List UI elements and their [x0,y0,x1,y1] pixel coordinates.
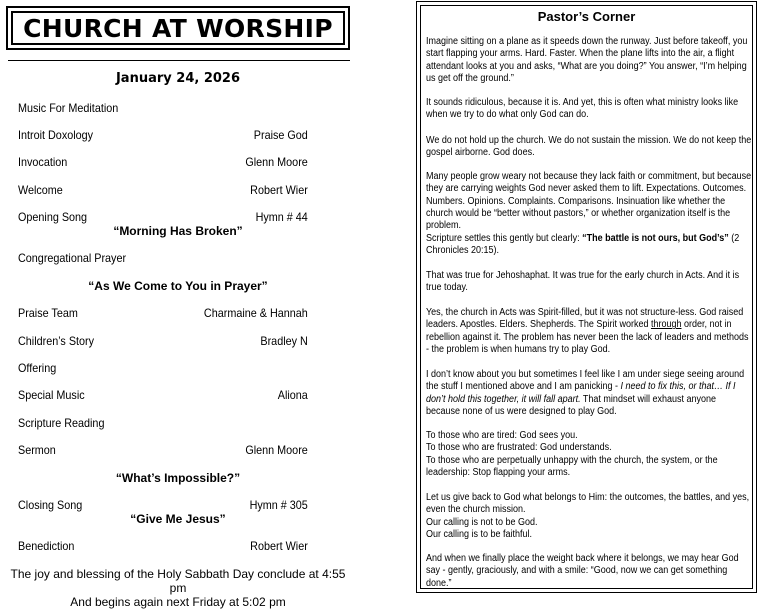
paragraph-line: To those who are tired: God sees you. [426,430,578,441]
program-value: Aliona [277,388,308,402]
service-date: January 24, 2026 [115,71,241,86]
program-value: Bradley N [260,334,308,348]
text-run: Yes, the church in Acts was Spirit-filled, but it was not structure-less. God raised leaders. Apostles. Elders. Shepherds. The Spirit worked [426,307,744,331]
program-value: Robert Wier [250,183,308,197]
program-value: Hymn # 305 [249,498,308,512]
program-item-benediction [18,538,308,554]
program-label: Invocation [18,155,68,169]
text-run: order, not in rebellion against it. The problem has never been the lack of leaders and methods - the problem is when humans try to play God. [426,319,749,355]
closing-song-title: “Give Me Jesus” [130,512,226,526]
footer-line: The joy and blessing of the Holy Sabbath Day conclude at 4:55 pm [10,567,346,595]
paragraph [426,553,752,590]
program-label: Welcome [18,183,63,197]
paragraph-line: Our calling is not to be God. [426,516,538,528]
program-label: Special Music [18,388,85,402]
paragraph-line: Let us give back to God what belongs to Him: the outcomes, the battles, and yes, even the church mission. [426,492,750,516]
program-label: Praise Team [18,306,78,320]
text-run: (2 Chronicles 20:15). [426,233,740,257]
paragraph [426,36,752,85]
paragraph-text: And when we finally place the weight back where it belongs, we may hear God say - gently, graciously, and with a smile: “Good, now we can get something done.” [426,553,739,589]
paragraph-text: That was true for Jehoshaphat. It was true for the early church in Acts. And it is true today. [426,270,740,294]
paragraph-text: Many people grow weary not because they lack faith or commitment, but because they are carrying weights God never asked them to lift. Expectations. Outcomes. Numbers. Opinions. Complaints. Comparisons. Insinuation like whether the church would be “better without pastors,” or whether organization itself is the problem. [426,171,752,232]
program-item-childrens-story [18,333,308,349]
paragraph-text: It sounds ridiculous, because it is. And yet, this is often what ministry looks like when we try to do what only God can do. [426,97,739,121]
paragraph [426,97,752,122]
program-label: Benediction [18,539,75,553]
page-title: CHURCH AT WORSHIP [11,11,345,45]
sermon-title: “What’s Impossible?” [115,471,241,485]
program-label: Offering [18,361,57,375]
program-value: Charmaine & Hannah [203,306,308,320]
program-item-music [18,100,308,116]
program-label: Congregational Prayer [18,251,127,265]
program-value: Robert Wier [250,539,308,553]
paragraph [426,430,752,479]
bold-quote: “The battle is not ours, but God’s” [582,233,729,244]
program-label: Children’s Story [18,334,95,348]
program-label: Closing Song [18,498,83,512]
paragraph [426,369,752,418]
underlined-word: through [650,319,682,331]
program-value: Hymn # 44 [255,210,308,224]
program-item-introit [18,127,308,143]
program-label: Scripture Reading [18,416,105,430]
opening-song-title: “Morning Has Broken” [113,224,243,238]
paragraph [426,307,752,356]
pastors-corner-title: Pastor’s Corner [537,9,636,24]
footer-line: And begins again next Friday at 5:02 pm [70,595,286,609]
title-box [6,6,350,50]
divider [8,60,350,61]
paragraph-line: Our calling is to be faithful. [426,528,533,540]
text-run: I don’t know about you but sometimes I feel like I am under siege seeing around the stuff I mentioned above and I am panicking - [426,369,745,393]
prayer-song-title: “As We Come to You in Prayer” [88,279,268,293]
text-run: That mindset will exhaust anyone because none of us were designed to play God. [426,393,717,417]
program-item-welcome [18,182,308,198]
paragraph [426,171,752,232]
program-label: Introit Doxology [18,128,94,142]
paragraph-text [426,369,752,418]
program-value: Glenn Moore [245,443,308,457]
paragraph-text [426,233,752,258]
paragraph-line: To those who are perpetually unhappy with the church, the system, or the leadership: Stop flapping your arms. [426,454,718,478]
paragraph [426,270,752,295]
sabbath-footer [6,567,350,609]
program-item-prayer [18,250,308,266]
paragraph [426,492,752,541]
program-label: Opening Song [18,210,88,224]
paragraph [426,135,752,160]
paragraph-text [426,307,752,356]
program-item-praise-team [18,305,308,321]
program-item-offering [18,360,308,376]
program-label: Sermon [18,443,56,457]
text-run: Scripture settles this gently but clearly: [426,233,583,244]
program-item-sermon [18,442,308,458]
program-item-scripture [18,415,308,431]
program-item-special-music [18,387,308,403]
paragraph-line: To those who are frustrated: God understands. [426,442,612,454]
paragraph-text: We do not hold up the church. We do not sustain the mission. We do not keep the gospel airborne. God does. [426,135,752,159]
paragraph [426,233,752,258]
italic-text: I need to fix this, or that… If I don’t hold this together, it will fall apart. [426,381,736,405]
program-item-invocation [18,154,308,170]
program-label: Music For Meditation [18,101,119,115]
program-value: Glenn Moore [245,155,308,169]
paragraph-text: Imagine sitting on a plane as it speeds down the runway. Just before takeoff, you start flapping your arms. Hard. Faster. When the plane lifts into the air, a flight attendant looks at you and asks, “What are you doing?” You answer, “I’m helping us get off the ground.” [426,36,748,84]
program-value: Praise God [253,128,308,142]
